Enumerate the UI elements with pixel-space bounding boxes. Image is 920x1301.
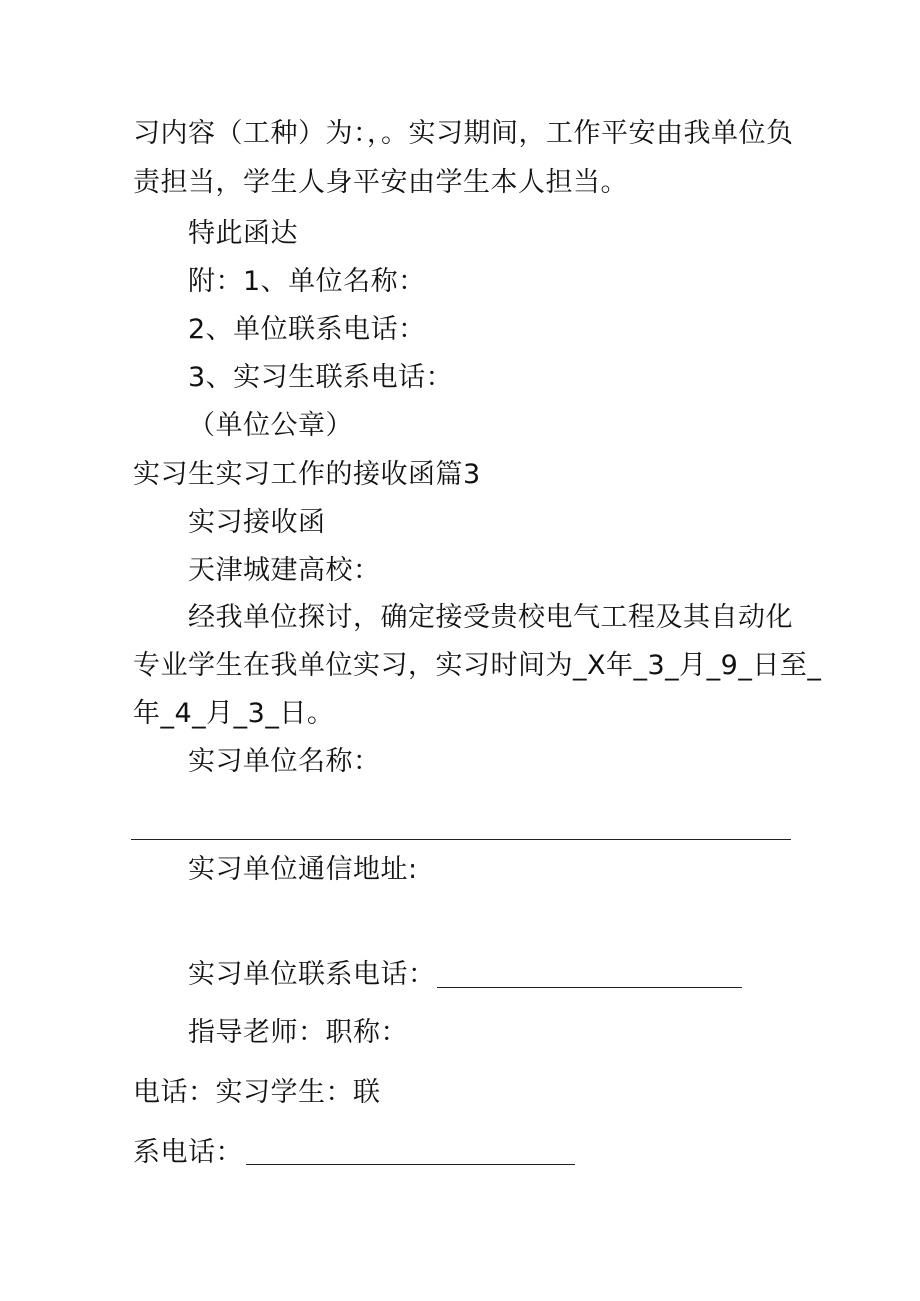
unit-name-label: 实习单位名称：	[188, 746, 381, 777]
addressee: 天津城建高校：	[188, 555, 381, 586]
unit-address-label: 实习单位通信地址:	[188, 854, 418, 885]
closing-text: 特此函达	[188, 218, 298, 249]
contact-phone-fill-line	[246, 1164, 575, 1165]
unit-name-fill-line	[131, 839, 791, 840]
intro-line-1: 习内容（工种）为：，。实习期间，工作平安由我单位负	[133, 118, 794, 149]
attachment-item-3: 3、实习生联系电话：	[188, 362, 454, 393]
seal-placeholder: （单位公章）	[188, 410, 353, 441]
phone-student-label: 电话：实习学生：联	[133, 1077, 381, 1108]
attachment-item-1: 附：1、单位名称：	[188, 266, 426, 297]
unit-phone-label: 实习单位联系电话：	[188, 959, 436, 990]
intro-line-2: 责担当，学生人身平安由学生本人担当。	[133, 167, 628, 198]
unit-phone-fill-line	[437, 987, 742, 988]
contact-phone-label: 系电话：	[133, 1137, 243, 1168]
advisor-label: 指导老师：职称：	[188, 1017, 408, 1048]
body-line-3: 年_4_月_3_日。	[133, 698, 335, 729]
section-title: 实习生实习工作的接收函篇3	[133, 459, 481, 490]
letter-title: 实习接收函	[188, 507, 326, 538]
body-line-1: 经我单位探讨，确定接受贵校电气工程及其自动化	[188, 602, 793, 633]
attachment-item-2: 2、单位联系电话：	[188, 314, 426, 345]
body-line-2: 专业学生在我单位实习，实习时间为_X年_3_月_9_日至_	[133, 650, 822, 681]
